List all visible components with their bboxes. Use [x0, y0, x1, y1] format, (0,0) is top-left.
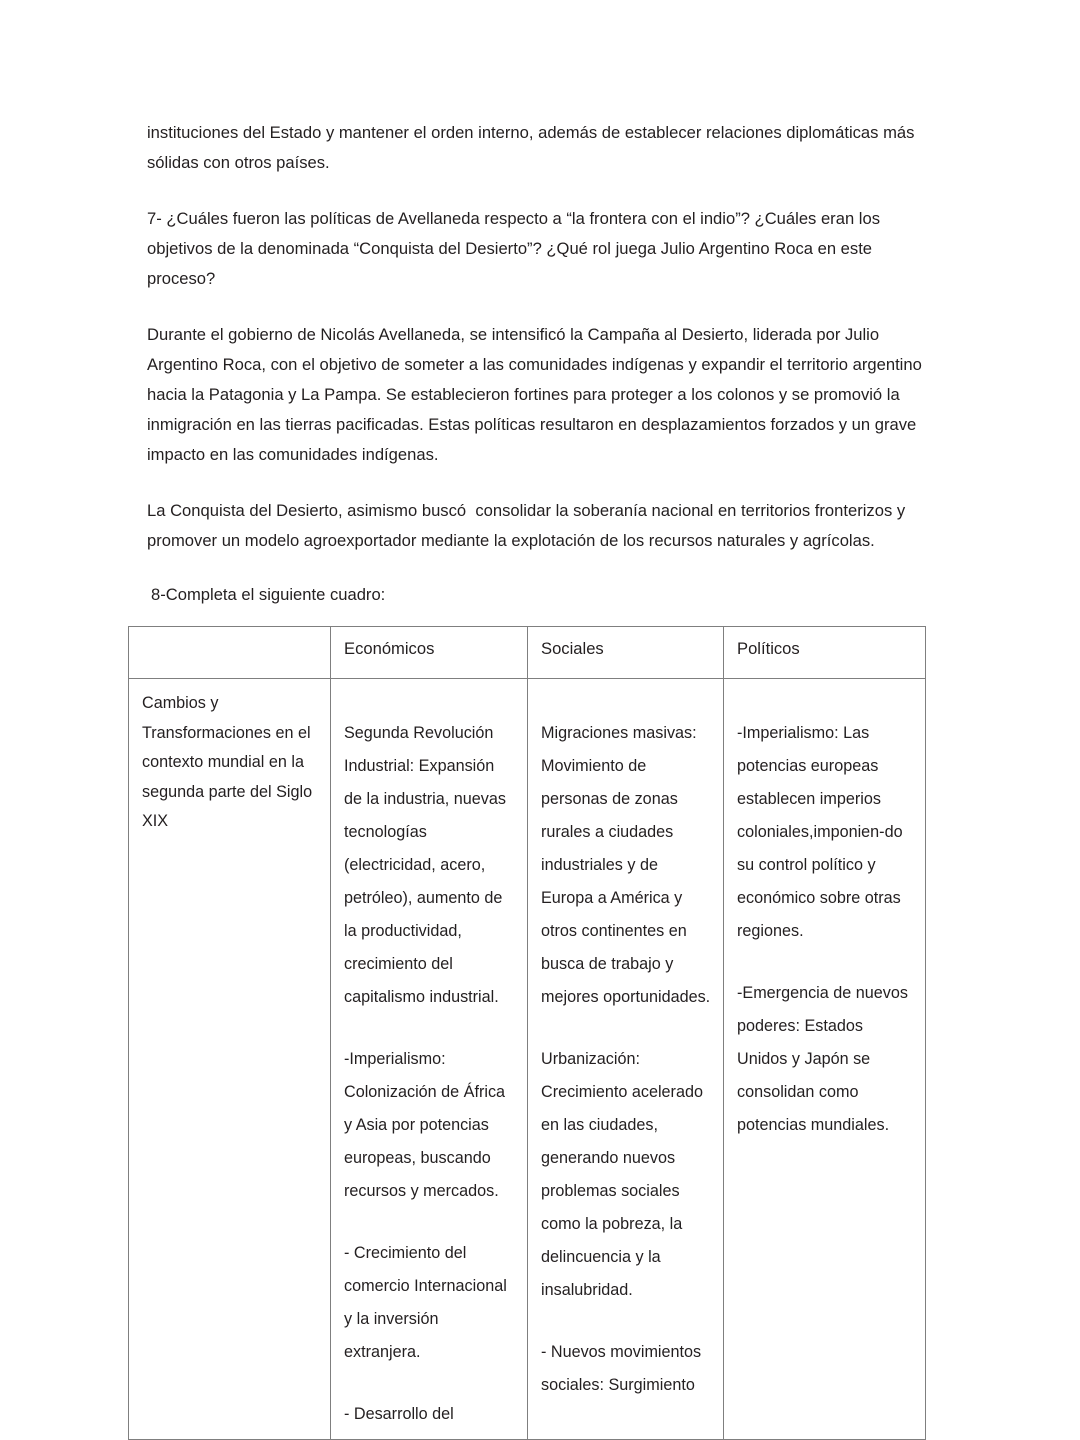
- row-label-text: Cambios y Transformaciones en el contexto mundial en la segunda parte del Siglo XIX: [142, 694, 317, 830]
- table-header-politicos-label: Políticos: [737, 639, 800, 658]
- comparison-table: [128, 626, 926, 1440]
- sociales-content: [541, 717, 711, 1402]
- table-cell-sociales: [528, 679, 724, 1440]
- cell-paragraph: - Crecimiento del comercio Internacional y la inversión extranjera.: [344, 1244, 512, 1361]
- politicos-content: [737, 717, 913, 1142]
- table-header-corner-cell: [129, 627, 331, 679]
- cell-paragraph: - Nuevos movimientos sociales: Surgimiento: [541, 1343, 706, 1394]
- paragraph-continuation: instituciones del Estado y mantener el orden interno, además de establecer relaciones diplomáticas más sólidas con otros países.: [147, 123, 920, 172]
- table-cell-row-label: [129, 679, 331, 1440]
- table-cell-politicos: [724, 679, 926, 1440]
- document-body: [142, 118, 937, 1440]
- table-header-row: [129, 627, 926, 679]
- table-header-sociales: [528, 627, 724, 679]
- cell-paragraph: - Desarrollo del: [344, 1405, 454, 1423]
- economicos-content: [344, 717, 515, 1431]
- answer-7-paragraph-1: Durante el gobierno de Nicolás Avellaneda, se intensificó la Campaña al Desierto, liderada por Julio Argentino Roca, con el objetivo de someter a las comunidades indígenas y expandir el territorio argentino hacia la Patagonia y La Pampa. Se establecieron fortines para proteger a los colonos y se promovió la inmigración en las tierras pacificadas. Estas políticas resultaron en desplazamientos forzados y un grave impacto en las comunidades indígenas.: [147, 325, 927, 464]
- answer-7-paragraph-2: La Conquista del Desierto, asimismo buscó consolidar la soberanía nacional en territorios fronterizos y promover un modelo agroexportador mediante la explotación de los recursos naturales y agrícolas.: [147, 501, 910, 550]
- cell-paragraph: -Imperialismo: Las potencias europeas establecen imperios coloniales,imponien-do su control político y económico sobre otras regiones.: [737, 724, 908, 940]
- table-cell-economicos: [331, 679, 528, 1440]
- question-7: 7- ¿Cuáles fueron las políticas de Avellaneda respecto a “la frontera con el indio”? ¿Cuáles eran los objetivos de la denominada “Conquista del Desierto”? ¿Qué rol juega Julio Argentino Roca en este proceso?: [147, 209, 885, 288]
- table-header-sociales-label: Sociales: [541, 639, 604, 658]
- cell-paragraph: Migraciones masivas: Movimiento de personas de zonas rurales a ciudades industriales y de Europa a América y otros continentes en busca de trabajo y mejores oportunidades.: [541, 724, 711, 1006]
- table-header-politicos: [724, 627, 926, 679]
- cell-paragraph: Urbanización: Crecimiento acelerado en las ciudades, generando nuevos problemas sociales como la pobreza, la delincuencia y la insalubridad.: [541, 1050, 708, 1299]
- table-row: [129, 679, 926, 1440]
- question-8-caption: 8-Completa el siguiente cuadro:: [151, 585, 386, 604]
- table-header-economicos: [331, 627, 528, 679]
- cell-paragraph: Segunda Revolución Industrial: Expansión de la industria, nuevas tecnologías (electricidad, acero, petróleo), aumento de la productividad, crecimiento del capitalismo industrial.: [344, 724, 511, 1006]
- cell-paragraph: -Emergencia de nuevos poderes: Estados Unidos y Japón se consolidan como potencias mundiales.: [737, 984, 913, 1134]
- table-header-economicos-label: Económicos: [344, 639, 435, 658]
- cell-paragraph: -Imperialismo: Colonización de África y Asia por potencias europeas, buscando recursos y mercados.: [344, 1050, 510, 1200]
